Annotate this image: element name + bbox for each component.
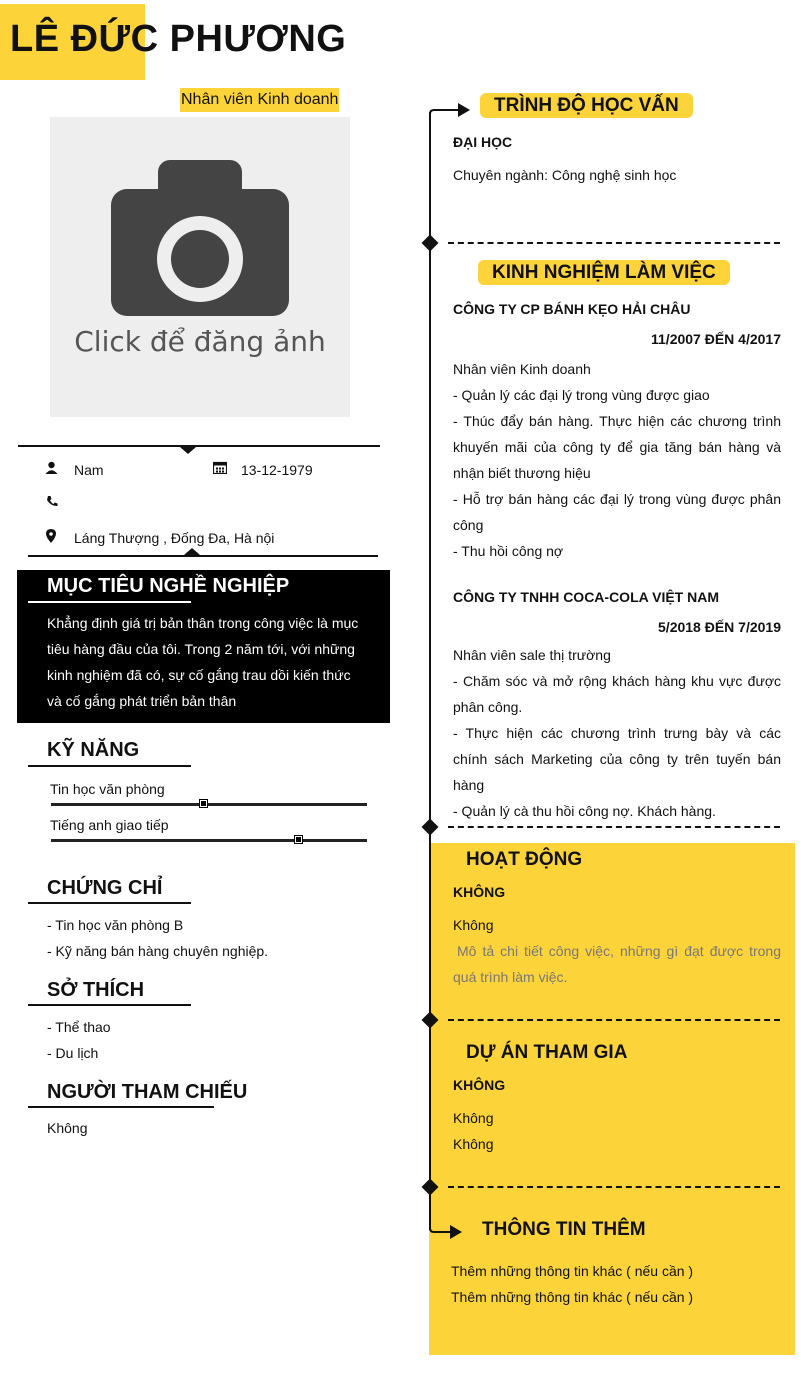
name-last: PHƯƠNG — [169, 18, 347, 60]
timeline-node — [422, 235, 439, 252]
section-divider — [448, 1019, 780, 1021]
education-title-label: TRÌNH ĐỘ HỌC VẤN — [480, 93, 693, 118]
job-position: Nhân viên Kinh doanh — [453, 361, 591, 377]
experience-job[interactable] — [453, 296, 781, 564]
section-divider — [448, 826, 780, 828]
activities-description[interactable]: Mô tả chi tiết công việc, những gì đạt được trong quá trình làm việc. — [453, 943, 781, 985]
activities-title[interactable]: HOẠT ĐỘNG — [466, 849, 583, 870]
photo-upload-label: Click để đăng ảnh — [74, 325, 326, 358]
name-first: LÊ ĐỨC — [10, 18, 159, 60]
education-major[interactable]: Chuyên ngành: Công nghệ sinh học — [453, 167, 677, 183]
camera-icon-lens — [171, 230, 229, 288]
arrow-right-icon — [428, 1210, 464, 1246]
certificate-item: - Tin học văn phòng B — [47, 917, 184, 933]
section-divider — [448, 1186, 780, 1188]
caret-down-icon — [180, 447, 196, 455]
candidate-name[interactable] — [10, 18, 346, 61]
photo-upload[interactable] — [50, 117, 350, 417]
location-pin-icon — [46, 529, 56, 543]
caret-up-icon — [184, 548, 200, 556]
extra-info-line: Thêm những thông tin khác ( nếu cần ) — [451, 1289, 694, 1305]
certificates-title-underline — [28, 902, 191, 904]
education-degree[interactable]: ĐẠI HỌC — [453, 134, 513, 150]
objective-section — [17, 570, 390, 723]
job-duty: - Chăm sóc và mở rộng khách hàng khu vực được phân công. — [453, 673, 781, 715]
skill-label[interactable]: Tiếng anh giao tiếp — [50, 817, 169, 833]
activities-line[interactable]: Không — [453, 917, 494, 933]
extra-info-line: Thêm những thông tin khác ( nếu cần ) — [451, 1263, 694, 1279]
objective-title-underline — [28, 601, 191, 603]
skills-title-underline — [28, 765, 191, 767]
references-text[interactable]: Không — [47, 1120, 88, 1136]
projects-subtitle[interactable]: KHÔNG — [453, 1077, 506, 1093]
hobby-item: - Thể thao — [47, 1019, 111, 1035]
arrow-right-icon — [428, 100, 472, 128]
hobbies-list[interactable] — [47, 1014, 111, 1066]
skill-slider-track[interactable] — [51, 803, 367, 806]
info-top-divider — [18, 445, 380, 447]
job-period: 5/2018 ĐẾN 7/2019 — [658, 619, 781, 635]
references-title-underline — [28, 1106, 214, 1108]
certificates-list[interactable] — [47, 912, 268, 964]
experience-job[interactable] — [453, 584, 781, 824]
projects-list[interactable] — [453, 1105, 493, 1157]
job-duty: - Quản lý cà thu hồi công nợ. Khách hàng. — [453, 803, 716, 819]
hobby-item: - Du lịch — [47, 1045, 99, 1061]
references-title[interactable]: NGƯỜI THAM CHIẾU — [47, 1081, 248, 1103]
job-duty: - Thực hiện các chương trình trưng bày và các chính sách Marketing của công ty trên tuyến bán hàng — [453, 725, 781, 793]
extra-info-title[interactable]: THÔNG TIN THÊM — [482, 1219, 646, 1240]
experience-title[interactable] — [478, 262, 730, 284]
section-divider — [448, 242, 780, 244]
skill-slider-handle[interactable] — [294, 835, 303, 844]
job-company: CÔNG TY TNHH COCA-COLA VIỆT NAM — [453, 589, 719, 605]
certificates-title[interactable]: CHỨNG CHỈ — [47, 877, 163, 899]
calendar-icon — [213, 461, 227, 474]
birthday-value[interactable]: 13-12-1979 — [241, 462, 313, 478]
job-duty: - Thúc đẩy bán hàng. Thực hiện các chương trình khuyến mãi của công ty để gia tăng bán hàng và nhận biết thương hiệu — [453, 413, 781, 481]
extra-info-list[interactable] — [451, 1258, 693, 1310]
address-value[interactable]: Láng Thượng , Đống Đa, Hà nội — [74, 530, 275, 546]
timeline-node — [422, 819, 439, 836]
projects-title[interactable]: DỰ ÁN THAM GIA — [466, 1042, 628, 1063]
gender-value[interactable]: Nam — [74, 462, 104, 478]
objective-text[interactable]: Khẳng định giá trị bản thân trong công việc là mục tiêu hàng đầu của tôi. Trong 2 năm tới, với những kinh nghiệm đã có, sự cố gắng trau dồi kiến thức và cố gắng phát triển bản thân — [47, 615, 359, 709]
certificate-item: - Kỹ năng bán hàng chuyên nghiệp. — [47, 943, 269, 959]
job-duty: - Quản lý các đại lý trong vùng được giao — [453, 387, 710, 403]
job-duty: - Hỗ trợ bán hàng các đại lý trong vùng được phân công — [453, 491, 781, 533]
job-duty: - Thu hồi công nợ — [453, 543, 564, 559]
timeline-line — [429, 112, 431, 1230]
job-company: CÔNG TY CP BÁNH KẸO HẢI CHÂU — [453, 301, 691, 317]
user-icon — [45, 461, 58, 474]
experience-title-label: KINH NGHIỆM LÀM VIỆC — [478, 260, 730, 285]
job-position: Nhân viên sale thị trường — [453, 647, 611, 663]
job-title[interactable]: Nhân viên Kinh doanh — [180, 88, 339, 112]
skill-slider-handle[interactable] — [199, 799, 208, 808]
activities-subtitle[interactable]: KHÔNG — [453, 884, 506, 900]
objective-title[interactable]: MỤC TIÊU NGHỀ NGHIỆP — [47, 575, 290, 597]
hobbies-title[interactable]: SỞ THÍCH — [47, 979, 145, 1001]
skills-title[interactable]: KỸ NĂNG — [47, 739, 140, 761]
project-line: Không — [453, 1136, 494, 1152]
skill-slider-track[interactable] — [51, 839, 367, 842]
skill-label[interactable]: Tin học văn phòng — [50, 781, 165, 797]
education-title[interactable] — [480, 95, 693, 117]
phone-icon — [46, 495, 58, 507]
hobbies-title-underline — [28, 1004, 191, 1006]
phone-value[interactable] — [74, 492, 224, 512]
project-line: Không — [453, 1110, 494, 1126]
info-bottom-divider — [28, 555, 378, 557]
job-period: 11/2007 ĐẾN 4/2017 — [651, 331, 781, 347]
